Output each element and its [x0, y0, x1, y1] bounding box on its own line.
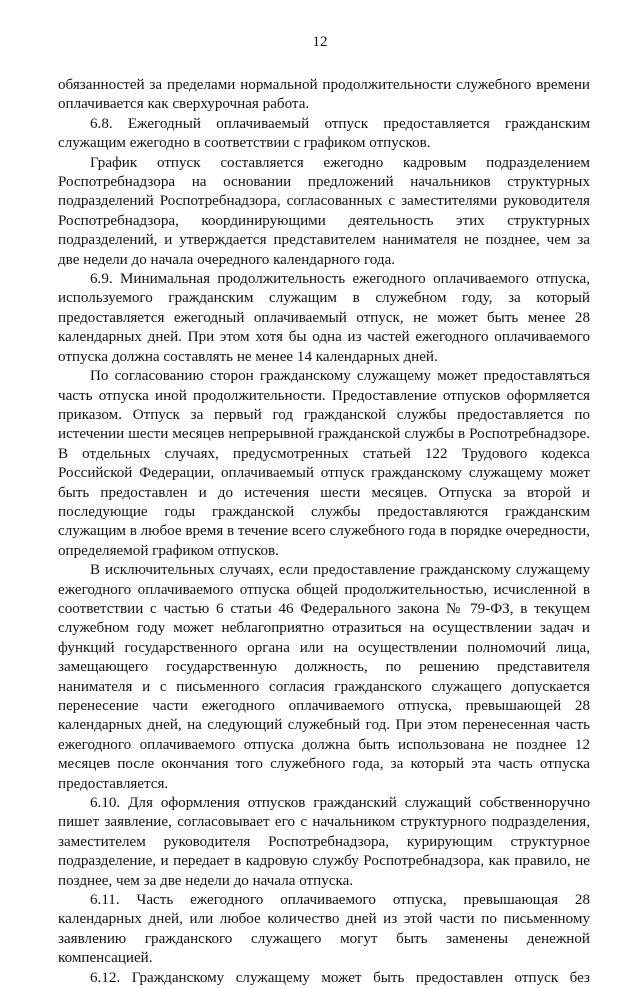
paragraph-6-8: 6.8. Ежегодный оплачиваемый отпуск предоставляется гражданским служащим ежегодно в соответствии с графиком отпусков.: [58, 115, 590, 152]
paragraph-6-12: [58, 969, 590, 988]
paragraph-exceptional-cases: В исключительных случаях, если предоставление гражданскому служащему ежегодного оплачиваемого отпуска общей продолжительностью, исчисленной в соответствии с частью 6 статьи 46 Федерального закона № 79-ФЗ, в текущем служебном году может неблагоприятно отразиться на осуществлении задач и функций государственного органа или на осуществлении полномочий лица, замещающего государственную должность, по решению представителя нанимателя и с письменного согласия гражданского служащего допускается перенесение части ежегодного оплачиваемого отпуска, превышающей 28 календарных дней, на следующий служебный год. При этом перенесенная часть ежегодного оплачиваемого отпуска должна быть использована не позднее 12 месяцев после окончания того служебного года, за который эта часть отпуска предоставляется.: [58, 562, 590, 792]
paragraph-continuation: обязанностей за пределами нормальной продолжительности служебного времени оплачивается как сверхурочная работа.: [58, 77, 590, 113]
paragraph-6-10: 6.10. Для оформления отпусков гражданский служащий собственноручно пишет заявление, согласовывает его с начальником структурного подразделения, заместителем руководителя Роспотребнадзора, курирующим структурное подразделение, и передает в кадровую службу Роспотребнадзора, как правило, не позднее, чем за две недели до начала отпуска.: [58, 795, 590, 889]
document-body: [58, 76, 590, 988]
paragraph-6-11: 6.11. Часть ежегодного оплачиваемого отпуска, превышающая 28 календарных дней, или любое количество дней из этой части по письменному заявлению гражданского служащего могут быть заменены денежной компенсацией.: [58, 892, 590, 967]
page-number: 12: [312, 34, 328, 50]
paragraph-6-12-line: 6.12. Гражданскому служащему может быть предоставлен отпуск без: [90, 969, 590, 986]
paragraph-partial-leave: По согласованию сторон гражданскому служащему может предоставляться часть отпуска иной продолжительности. Предоставление отпусков оформляется приказом. Отпуск за первый год гражданской службы предоставляется по истечении шести месяцев непрерывной гражданской службы в Роспотребнадзоре. В отдельных случаях, предусмотренных статьей 122 Трудового кодекса Российской Федерации, оплачиваемый отпуск гражданскому служащему может быть предоставлен и до истечения шести месяцев. Отпуска за второй и последующие годы гражданской службы предоставляются гражданским служащим в любое время в течение всего служебного года в порядке очередности, определяемой графиком отпусков.: [58, 368, 590, 559]
paragraph-vacation-schedule: График отпуск составляется ежегодно кадровым подразделением Роспотребнадзора на основании предложений начальников структурных подразделений Роспотребнадзора, согласованных с заместителями руководителя Роспотребнадзора, координирующими деятельность этих структурных подразделений, и утверждается представителем нанимателя не позднее, чем за две недели до начала очередного календарного года.: [58, 154, 590, 268]
paragraph-6-9: 6.9. Минимальная продолжительность ежегодного оплачиваемого отпуска, используемого гражданским служащим в служебном году, за который предоставляется ежегодный оплачиваемый отпуск, не может быть менее 28 календарных дней. При этом хотя бы одна из частей ежегодного оплачиваемого отпуска должна составлять не менее 14 календарных дней.: [58, 271, 590, 365]
